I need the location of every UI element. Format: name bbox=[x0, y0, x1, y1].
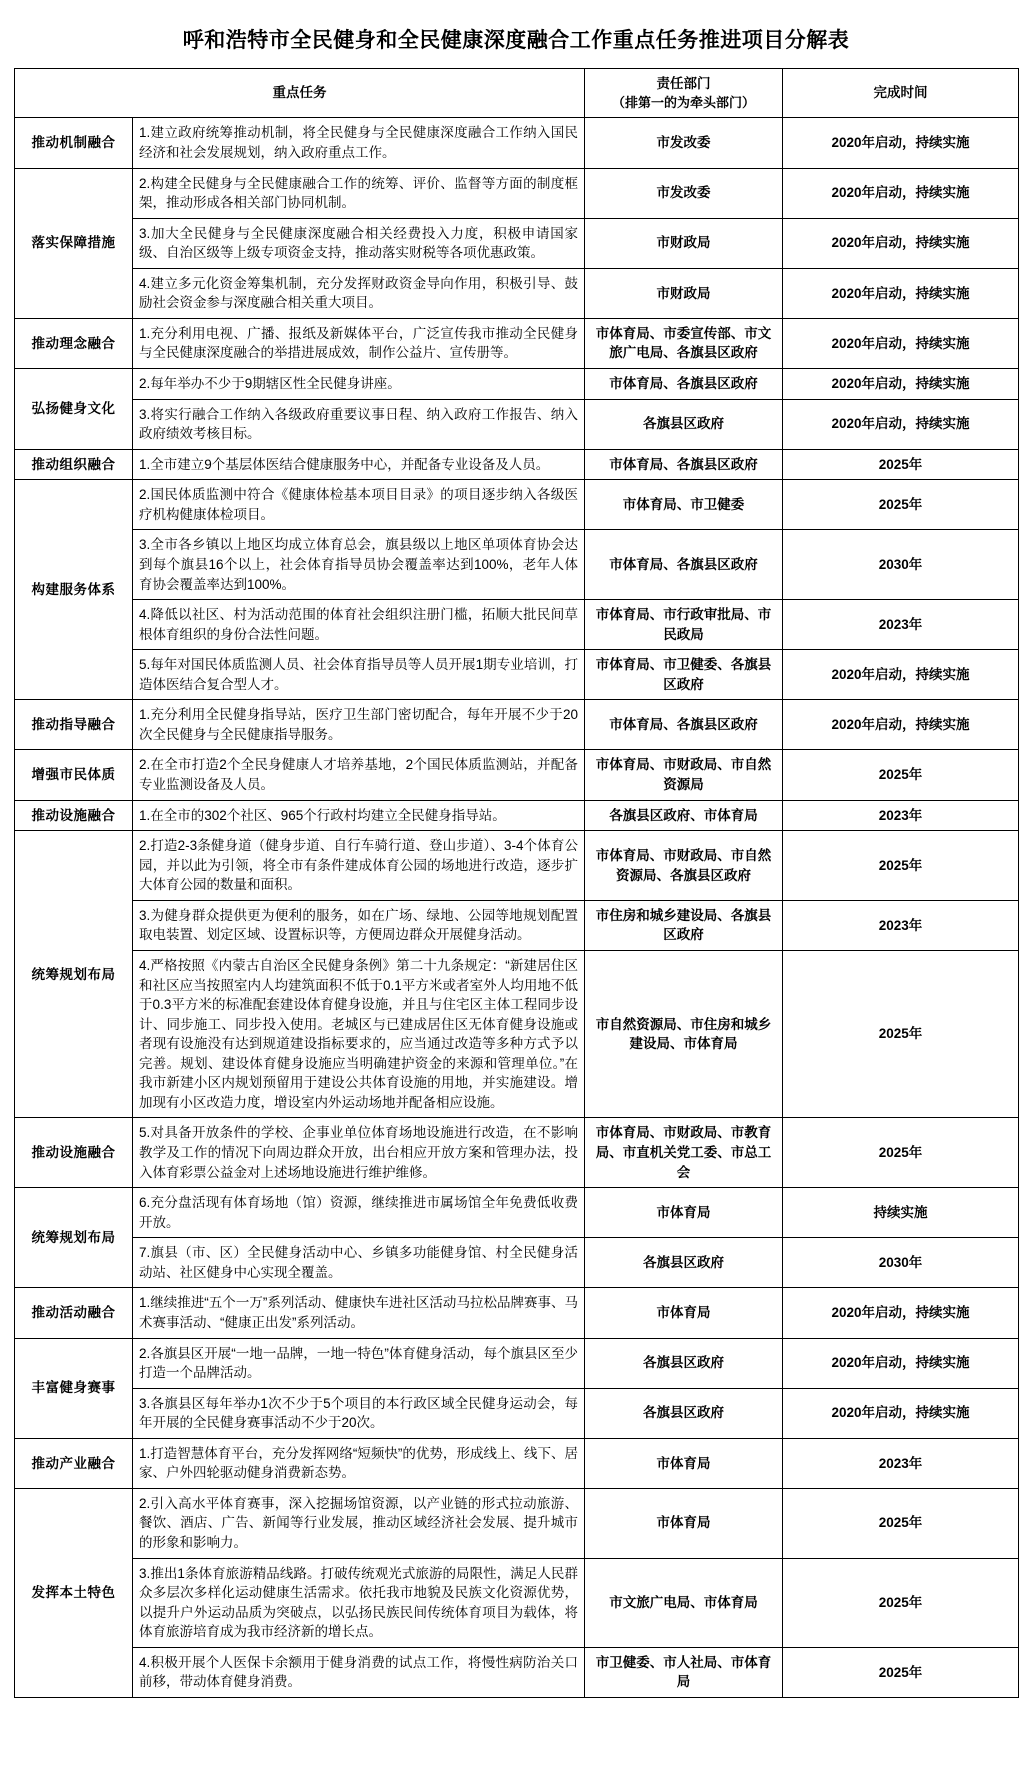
responsible-department-cell: 市文旅广电局、市体育局 bbox=[585, 1558, 783, 1647]
completion-time-cell: 2020年启动，持续实施 bbox=[783, 318, 1019, 368]
task-breakdown-table bbox=[14, 68, 1019, 1698]
completion-time-cell: 2020年启动，持续实施 bbox=[783, 218, 1019, 268]
responsible-department-cell: 各旗县区政府 bbox=[585, 1388, 783, 1438]
responsible-department-cell: 各旗县区政府 bbox=[585, 1338, 783, 1388]
completion-time-cell: 2023年 bbox=[783, 800, 1019, 831]
task-description-cell: 1.建立政府统筹推动机制，将全民健身与全民健康深度融合工作纳入国民经济和社会发展规划，纳入政府重点工作。 bbox=[133, 118, 585, 168]
table-row bbox=[15, 480, 1019, 530]
table-row bbox=[15, 600, 1019, 650]
task-category-cell: 统筹规划布局 bbox=[15, 831, 133, 1118]
task-category-cell: 发挥本土特色 bbox=[15, 1488, 133, 1697]
table-row bbox=[15, 650, 1019, 700]
task-description-cell: 7.旗县（市、区）全民健身活动中心、乡镇多功能健身馆、村全民健身活动站、社区健身中心实现全覆盖。 bbox=[133, 1238, 585, 1288]
table-row bbox=[15, 1338, 1019, 1388]
completion-time-cell: 2025年 bbox=[783, 449, 1019, 480]
responsible-department-cell: 市自然资源局、市住房和城乡建设局、市体育局 bbox=[585, 950, 783, 1118]
table-row bbox=[15, 118, 1019, 168]
responsible-department-cell: 市体育局、市委宣传部、市文旅广电局、各旗县区政府 bbox=[585, 318, 783, 368]
table-row bbox=[15, 1288, 1019, 1338]
task-description-cell: 2.引入高水平体育赛事，深入挖掘场馆资源，以产业链的形式拉动旅游、餐饮、酒店、广告、新闻等行业发展，推动区域经济社会发展、提升城市的形象和影响力。 bbox=[133, 1488, 585, 1558]
column-header-task: 重点任务 bbox=[15, 69, 585, 118]
page-title: 呼和浩特市全民健身和全民健康深度融合工作重点任务推进项目分解表 bbox=[182, 29, 850, 52]
task-description-cell: 3.为健身群众提供更为便利的服务，如在广场、绿地、公园等地规划配置取电装置、划定区域、设置标识等，方便周边群众开展健身活动。 bbox=[133, 900, 585, 950]
completion-time-cell: 2020年启动，持续实施 bbox=[783, 369, 1019, 400]
responsible-department-cell: 市体育局、市卫健委 bbox=[585, 480, 783, 530]
column-header-department-line2: （排第一的为牵头部门） bbox=[611, 94, 755, 110]
task-description-cell: 5.对具备开放条件的学校、企事业单位体育场地设施进行改造，在不影响教学及工作的情况下向周边群众开放，出台相应开放方案和管理办法，投入体育彩票公益金对上述场地设施进行维护维修。 bbox=[133, 1118, 585, 1188]
table-body bbox=[15, 118, 1019, 1698]
task-description-cell: 4.降低以社区、村为活动范围的体育社会组织注册门槛，拓顺大批民间草根体育组织的身份合法性问题。 bbox=[133, 600, 585, 650]
completion-time-cell: 2020年启动，持续实施 bbox=[783, 118, 1019, 168]
completion-time-cell: 2023年 bbox=[783, 900, 1019, 950]
table-row bbox=[15, 1558, 1019, 1647]
table-row bbox=[15, 1188, 1019, 1238]
responsible-department-cell: 市发改委 bbox=[585, 168, 783, 218]
responsible-department-cell: 市体育局、市行政审批局、市民政局 bbox=[585, 600, 783, 650]
completion-time-cell: 2025年 bbox=[783, 1558, 1019, 1647]
table-row bbox=[15, 1388, 1019, 1438]
task-description-cell: 1.全市建立9个基层体医结合健康服务中心，并配备专业设备及人员。 bbox=[133, 449, 585, 480]
task-description-cell: 2.每年举办不少于9期辖区性全民健身讲座。 bbox=[133, 369, 585, 400]
task-category-cell: 弘扬健身文化 bbox=[15, 369, 133, 450]
task-description-cell: 4.积极开展个人医保卡余额用于健身消费的试点工作，将慢性病防治关口前移，带动体育健身消费。 bbox=[133, 1647, 585, 1697]
responsible-department-cell: 各旗县区政府 bbox=[585, 1238, 783, 1288]
table-header-row bbox=[15, 69, 1019, 118]
task-category-cell: 推动组织融合 bbox=[15, 449, 133, 480]
responsible-department-cell: 市体育局 bbox=[585, 1188, 783, 1238]
responsible-department-cell: 市体育局 bbox=[585, 1488, 783, 1558]
responsible-department-cell: 市体育局、市财政局、市自然资源局、各旗县区政府 bbox=[585, 831, 783, 901]
completion-time-cell: 2020年启动，持续实施 bbox=[783, 399, 1019, 449]
table-row bbox=[15, 1647, 1019, 1697]
task-category-cell: 推动设施融合 bbox=[15, 800, 133, 831]
task-description-cell: 2.打造2-3条健身道（健身步道、自行车骑行道、登山步道）、3-4个体育公园，并以此为引领，将全市有条件建成体育公园的场地进行改造，逐步扩大体育公园的数量和面积。 bbox=[133, 831, 585, 901]
responsible-department-cell: 市体育局、市财政局、市教育局、市直机关党工委、市总工会 bbox=[585, 1118, 783, 1188]
task-description-cell: 4.严格按照《内蒙古自治区全民健身条例》第二十九条规定：“新建居住区和社区应当按照室内人均建筑面积不低于0.1平方米或者室外人均用地不低于0.3平方米的标准配套建设体育健身设施，并且与住宅区主体工程同步设计、同步施工、同步投入使用。老城区与已建成居住区无体育健身设施或者现有设施没有达到规道建设指标要求的，应当通过改造等多种方式予以完善。规划、建设体育健身设施应当明确建护资金的来源和管理单位。”在我市新建小区内规划预留用于建设公共体育设施的用地，并实施建设。增加现有小区改造力度，增设室内外运动场地并配备相应设施。 bbox=[133, 950, 585, 1118]
completion-time-cell: 2025年 bbox=[783, 950, 1019, 1118]
table-row bbox=[15, 218, 1019, 268]
completion-time-cell: 2020年启动，持续实施 bbox=[783, 1338, 1019, 1388]
task-category-cell: 推动理念融合 bbox=[15, 318, 133, 368]
table-row bbox=[15, 268, 1019, 318]
table-row bbox=[15, 1488, 1019, 1558]
responsible-department-cell: 市住房和城乡建设局、各旗县区政府 bbox=[585, 900, 783, 950]
completion-time-cell: 2025年 bbox=[783, 750, 1019, 800]
column-header-department bbox=[585, 69, 783, 118]
table-row bbox=[15, 399, 1019, 449]
task-description-cell: 1.充分利用电视、广播、报纸及新媒体平台，广泛宣传我市推动全民健身与全民健康深度融合的举措进展成效，制作公益片、宣传册等。 bbox=[133, 318, 585, 368]
table-row bbox=[15, 950, 1019, 1118]
completion-time-cell: 2030年 bbox=[783, 1238, 1019, 1288]
task-description-cell: 3.加大全民健身与全民健康深度融合相关经费投入力度，积极申请国家级、自治区级等上级专项资金支持，推动落实财税等各项优惠政策。 bbox=[133, 218, 585, 268]
completion-time-cell: 2020年启动，持续实施 bbox=[783, 268, 1019, 318]
column-header-completion-time: 完成时间 bbox=[783, 69, 1019, 118]
table-row bbox=[15, 750, 1019, 800]
completion-time-cell: 2023年 bbox=[783, 600, 1019, 650]
responsible-department-cell: 市体育局、各旗县区政府 bbox=[585, 530, 783, 600]
task-category-cell: 丰富健身赛事 bbox=[15, 1338, 133, 1438]
table-row bbox=[15, 1438, 1019, 1488]
table-row bbox=[15, 800, 1019, 831]
task-description-cell: 1.继续推进“五个一万”系列活动、健康快车进社区活动马拉松品牌赛事、马术赛事活动、“健康正出发”系列活动。 bbox=[133, 1288, 585, 1338]
table-header bbox=[15, 69, 1019, 118]
responsible-department-cell: 市财政局 bbox=[585, 268, 783, 318]
task-description-cell: 3.全市各乡镇以上地区均成立体育总会，旗县级以上地区单项体育协会达到每个旗县16个以上，社会体育指导员协会覆盖率达到100%，老年人体育协会覆盖率达到100%。 bbox=[133, 530, 585, 600]
task-description-cell: 1.打造智慧体育平台，充分发挥网络“短频快”的优势，形成线上、线下、居家、户外四轮驱动健身消费新态势。 bbox=[133, 1438, 585, 1488]
responsible-department-cell: 市体育局、各旗县区政府 bbox=[585, 369, 783, 400]
table-row bbox=[15, 449, 1019, 480]
task-description-cell: 3.各旗县区每年举办1次不少于5个项目的本行政区域全民健身运动会，每年开展的全民健身赛事活动不少于20次。 bbox=[133, 1388, 585, 1438]
task-category-cell: 推动指导融合 bbox=[15, 700, 133, 750]
task-description-cell: 2.国民体质监测中符合《健康体检基本项目目录》的项目逐步纳入各级医疗机构健康体检项目。 bbox=[133, 480, 585, 530]
completion-time-cell: 2025年 bbox=[783, 831, 1019, 901]
task-category-cell: 推动产业融合 bbox=[15, 1438, 133, 1488]
responsible-department-cell: 市体育局、市卫健委、各旗县区政府 bbox=[585, 650, 783, 700]
responsible-department-cell: 各旗县区政府、市体育局 bbox=[585, 800, 783, 831]
table-row bbox=[15, 1238, 1019, 1288]
responsible-department-cell: 市体育局 bbox=[585, 1288, 783, 1338]
table-row bbox=[15, 369, 1019, 400]
completion-time-cell: 2020年启动，持续实施 bbox=[783, 1388, 1019, 1438]
task-category-cell: 增强市民体质 bbox=[15, 750, 133, 800]
responsible-department-cell: 市财政局 bbox=[585, 218, 783, 268]
task-description-cell: 3.将实行融合工作纳入各级政府重要议事日程、纳入政府工作报告、纳入政府绩效考核目标。 bbox=[133, 399, 585, 449]
table-row bbox=[15, 900, 1019, 950]
column-header-department-line1: 责任部门 bbox=[656, 76, 711, 91]
task-description-cell: 6.充分盘活现有体育场地（馆）资源，继续推进市属场馆全年免费低收费开放。 bbox=[133, 1188, 585, 1238]
responsible-department-cell: 市体育局、各旗县区政府 bbox=[585, 449, 783, 480]
task-description-cell: 2.构建全民健身与全民健康融合工作的统筹、评价、监督等方面的制度框架，推动形成各相关部门协同机制。 bbox=[133, 168, 585, 218]
table-row bbox=[15, 831, 1019, 901]
responsible-department-cell: 市卫健委、市人社局、市体育局 bbox=[585, 1647, 783, 1697]
task-description-cell: 3.推出1条体育旅游精品线路。打破传统观光式旅游的局限性，满足人民群众多层次多样化运动健康生活需求。依托我市地貌及民族文化资源优势，以提升户外运动品质为突破点，以弘扬民族民间传统体育项目为载体，将体育旅游培育成为我市经济新的增长点。 bbox=[133, 1558, 585, 1647]
completion-time-cell: 2020年启动，持续实施 bbox=[783, 168, 1019, 218]
completion-time-cell: 2020年启动，持续实施 bbox=[783, 1288, 1019, 1338]
completion-time-cell: 2025年 bbox=[783, 480, 1019, 530]
completion-time-cell: 2023年 bbox=[783, 1438, 1019, 1488]
task-category-cell: 落实保障措施 bbox=[15, 168, 133, 318]
task-description-cell: 5.每年对国民体质监测人员、社会体育指导员等人员开展1期专业培训，打造体医结合复合型人才。 bbox=[133, 650, 585, 700]
responsible-department-cell: 市体育局、市财政局、市自然资源局 bbox=[585, 750, 783, 800]
table-row bbox=[15, 700, 1019, 750]
task-category-cell: 统筹规划布局 bbox=[15, 1188, 133, 1288]
task-category-cell: 推动机制融合 bbox=[15, 118, 133, 168]
task-description-cell: 4.建立多元化资金筹集机制，充分发挥财政资金导向作用，积极引导、鼓励社会资金参与深度融合相关重大项目。 bbox=[133, 268, 585, 318]
completion-time-cell: 2025年 bbox=[783, 1647, 1019, 1697]
responsible-department-cell: 各旗县区政府 bbox=[585, 399, 783, 449]
completion-time-cell: 2020年启动，持续实施 bbox=[783, 650, 1019, 700]
table-row bbox=[15, 168, 1019, 218]
completion-time-cell: 2030年 bbox=[783, 530, 1019, 600]
task-description-cell: 2.在全市打造2个全民身健康人才培养基地，2个国民体质监测站，并配备专业监测设备及人员。 bbox=[133, 750, 585, 800]
task-category-cell: 推动设施融合 bbox=[15, 1118, 133, 1188]
task-category-cell: 构建服务体系 bbox=[15, 480, 133, 700]
completion-time-cell: 持续实施 bbox=[783, 1188, 1019, 1238]
table-row bbox=[15, 318, 1019, 368]
responsible-department-cell: 市体育局 bbox=[585, 1438, 783, 1488]
completion-time-cell: 2020年启动，持续实施 bbox=[783, 700, 1019, 750]
responsible-department-cell: 市发改委 bbox=[585, 118, 783, 168]
task-description-cell: 1.充分利用全民健身指导站，医疗卫生部门密切配合，每年开展不少于20次全民健身与全民健康指导服务。 bbox=[133, 700, 585, 750]
task-description-cell: 2.各旗县区开展“一地一品牌，一地一特色”体育健身活动，每个旗县区至少打造一个品牌活动。 bbox=[133, 1338, 585, 1388]
completion-time-cell: 2025年 bbox=[783, 1118, 1019, 1188]
task-description-cell: 1.在全市的302个社区、965个行政村均建立全民健身指导站。 bbox=[133, 800, 585, 831]
table-row bbox=[15, 530, 1019, 600]
completion-time-cell: 2025年 bbox=[783, 1488, 1019, 1558]
responsible-department-cell: 市体育局、各旗县区政府 bbox=[585, 700, 783, 750]
table-row bbox=[15, 1118, 1019, 1188]
task-category-cell: 推动活动融合 bbox=[15, 1288, 133, 1338]
